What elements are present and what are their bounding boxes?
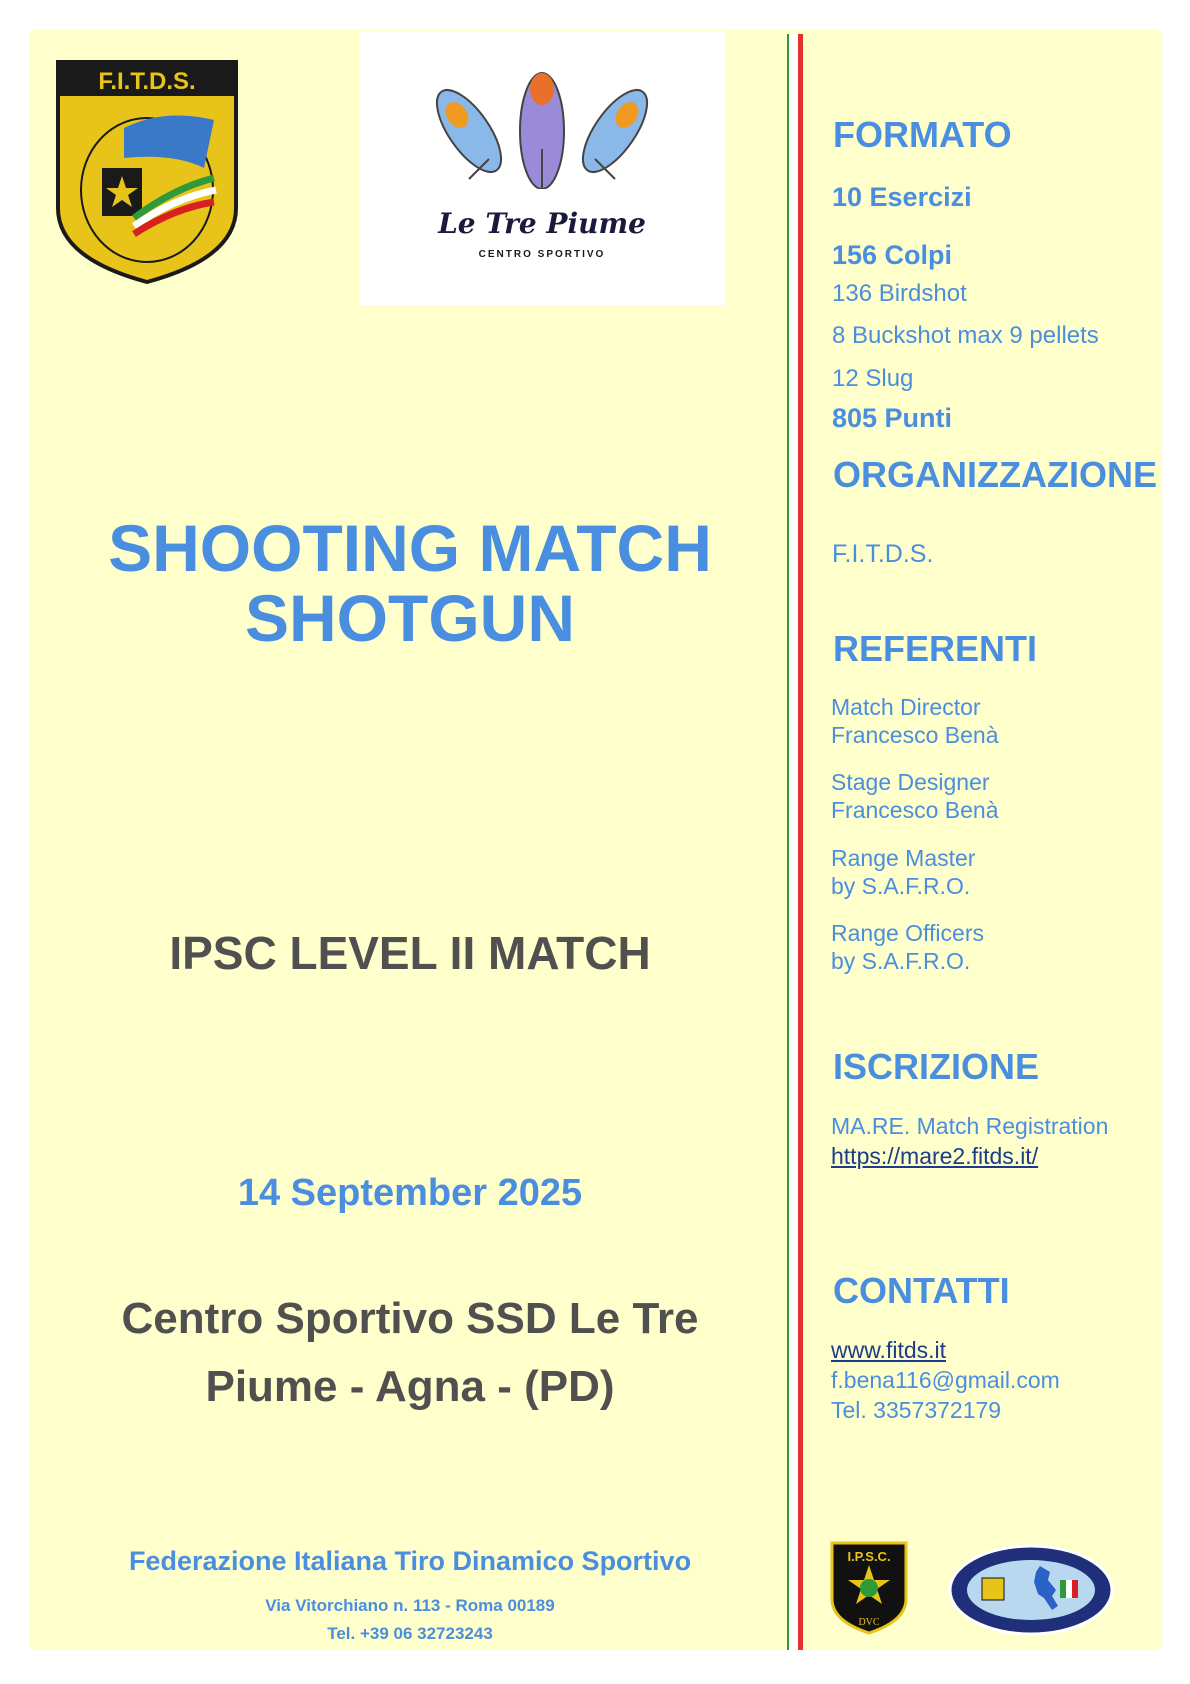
iscrizione-heading: ISCRIZIONE <box>833 1046 1040 1087</box>
title-line-1: SHOOTING MATCH <box>108 511 712 585</box>
club-logo <box>359 31 725 305</box>
referente-name-1: Francesco Benà <box>831 722 999 748</box>
feathers-icon <box>429 69 655 189</box>
organizzazione-heading: ORGANIZZAZIONE <box>833 454 1157 495</box>
stripe-white <box>789 34 798 1650</box>
referente-name-4: by S.A.F.R.O. <box>831 948 971 974</box>
formato-birdshot: 136 Birdshot <box>832 280 967 307</box>
iscrizione-link[interactable]: https://mare2.fitds.it/ <box>831 1143 1039 1169</box>
federation-name: Federazione Italiana Tiro Dinamico Sportivo <box>128 1546 692 1576</box>
club-logo-sub: CENTRO SPORTIVO <box>478 249 606 260</box>
ipsc-logo-title: I.P.S.C. <box>847 1549 891 1564</box>
formato-punti: 805 Punti <box>832 403 953 433</box>
match-date: 14 September 2025 <box>237 1172 583 1214</box>
referente-role-4: Range Officers <box>831 920 984 946</box>
formato-buckshot: 8 Buckshot max 9 pellets <box>832 322 1099 349</box>
venue-line-2: Piume - Agna - (PD) <box>205 1362 615 1411</box>
iscrizione-text: MA.RE. Match Registration <box>831 1113 1109 1139</box>
referente-name-2: Francesco Benà <box>831 797 999 823</box>
fitds-logo <box>54 58 240 286</box>
formato-colpi: 156 Colpi <box>832 240 953 270</box>
contatti-heading: CONTATTI <box>833 1270 1010 1311</box>
title-line-2: SHOTGUN <box>245 581 575 655</box>
formato-heading: FORMATO <box>833 114 1012 155</box>
stripe-red <box>798 34 803 1650</box>
ipsc-logo-sub: DVC <box>858 1617 880 1628</box>
match-level: IPSC LEVEL II MATCH <box>169 927 651 979</box>
ipsc-logo <box>830 1541 908 1635</box>
referente-name-3: by S.A.F.R.O. <box>831 873 971 899</box>
club-logo-name: Le Tre Piume <box>438 207 646 240</box>
referente-role-1: Match Director <box>831 694 981 720</box>
venue-line-1: Centro Sportivo SSD Le Tre <box>121 1294 699 1343</box>
formato-esercizi: 10 Esercizi <box>832 182 972 212</box>
referenti-heading: REFERENTI <box>833 628 1038 669</box>
organizzazione-value: F.I.T.D.S. <box>832 540 934 568</box>
fitds-logo-title: F.I.T.D.S. <box>98 68 196 95</box>
federation-address: Via Vitorchiano n. 113 - Roma 00189 <box>265 1596 555 1615</box>
contatti-website-link[interactable]: www.fitds.it <box>831 1337 947 1363</box>
range-officers-logo <box>948 1544 1114 1636</box>
referente-role-3: Range Master <box>831 845 976 871</box>
referente-role-2: Stage Designer <box>831 769 990 795</box>
contatti-email: f.bena116@gmail.com <box>831 1367 1060 1393</box>
formato-slug: 12 Slug <box>832 365 914 392</box>
federation-phone: Tel. +39 06 32723243 <box>327 1624 493 1643</box>
contatti-phone: Tel. 3357372179 <box>831 1397 1002 1423</box>
